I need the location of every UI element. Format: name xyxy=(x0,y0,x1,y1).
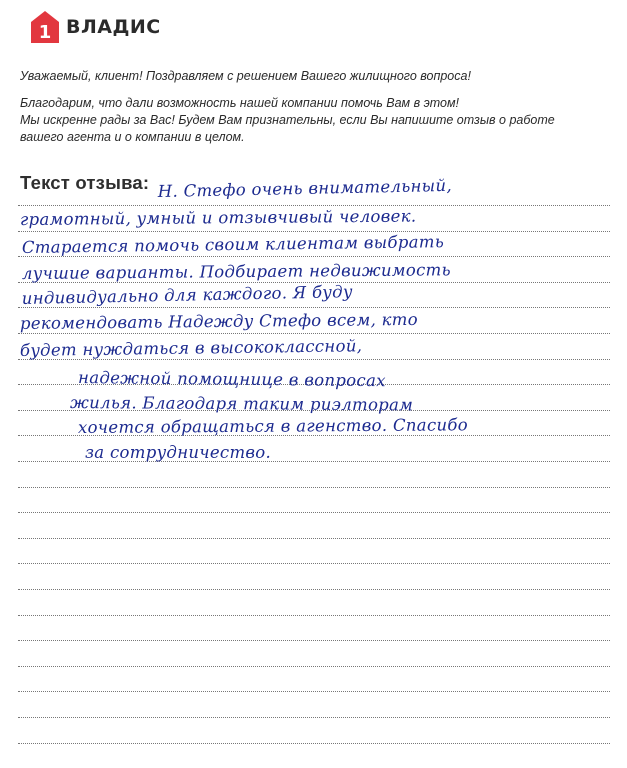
ruled-line xyxy=(18,743,610,744)
ruled-line xyxy=(18,589,610,590)
ruled-line xyxy=(18,538,610,539)
review-line: Старается помочь своим клиентам выбрать xyxy=(21,232,445,257)
review-line: лучшие варианты. Подбирает недвижимость xyxy=(21,260,451,283)
house-badge-icon xyxy=(30,10,60,44)
greeting-text xyxy=(20,68,610,85)
thanks-line-3: вашего агента и о компании в целом. xyxy=(20,130,245,144)
review-heading: Текст отзыва: xyxy=(20,172,150,193)
ruled-line xyxy=(18,333,610,334)
ruled-line xyxy=(18,231,610,232)
ruled-line xyxy=(18,487,610,488)
review-line: жилья. Благодаря таким риэлторам xyxy=(70,393,414,415)
thanks-line-2: Мы искренне рады за Вас! Будем Вам признательны, если Вы напишите отзыв о работе xyxy=(20,113,555,127)
greeting-line: Уважаемый, клиент! Поздравляем с решением Вашего жилищного вопроса! xyxy=(20,69,471,83)
ruled-line xyxy=(18,359,610,360)
brand-logo xyxy=(30,10,161,44)
ruled-line xyxy=(18,256,610,257)
ruled-line xyxy=(18,717,610,718)
thanks-text xyxy=(20,95,610,146)
review-line: хочется обращаться в агенство. Спасибо xyxy=(77,415,469,437)
badge-number: 1 xyxy=(38,22,52,43)
review-line: рекомендовать Надежду Стефо всем, кто xyxy=(19,309,419,333)
ruled-line xyxy=(18,563,610,564)
ruled-line xyxy=(18,691,610,692)
ruled-line xyxy=(18,640,610,641)
ruled-line xyxy=(18,205,610,206)
review-line: будет нуждаться в высококлассной, xyxy=(19,336,363,360)
ruled-line xyxy=(18,307,610,308)
brand-name: ВЛАДИС xyxy=(66,16,161,38)
thanks-line-1: Благодарим, что дали возможность нашей компании помочь Вам в этом! xyxy=(20,96,460,110)
review-line: грамотный, умный и отзывчивый человек. xyxy=(19,206,417,229)
review-line: Н. Стефо очень внимательный, xyxy=(157,175,453,201)
review-line: надежной помощнице в вопросах xyxy=(78,368,386,391)
review-line: за сотрудничество. xyxy=(85,443,272,462)
review-line: индивидуально для каждого. Я буду xyxy=(21,282,354,308)
ruled-line xyxy=(18,615,610,616)
ruled-line xyxy=(18,666,610,667)
ruled-line xyxy=(18,512,610,513)
